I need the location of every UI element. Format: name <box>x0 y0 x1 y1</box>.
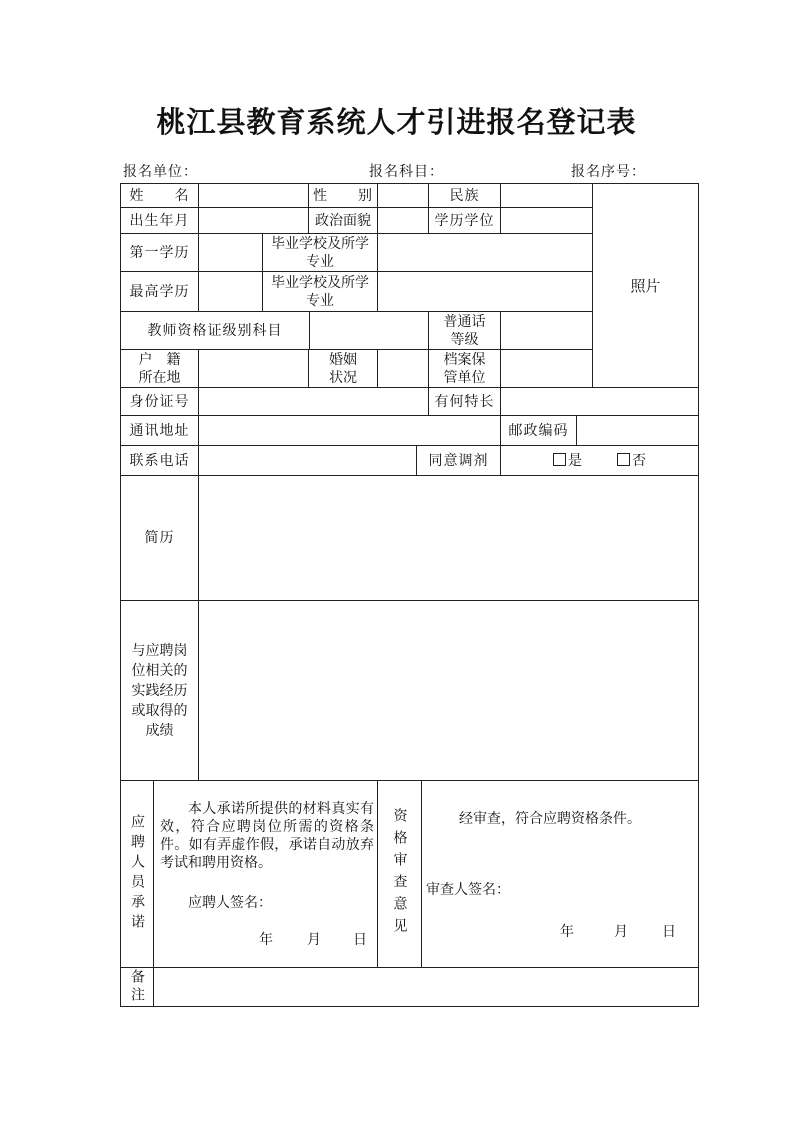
pledge-year: 年 <box>259 932 273 948</box>
resume-label: 简历 <box>120 475 199 601</box>
adjust-label: 同意调剂 <box>416 445 501 476</box>
photo-box[interactable]: 照片 <box>592 183 699 388</box>
pledge-side-text: 应聘人员承诺 <box>129 814 145 934</box>
address-field[interactable] <box>198 415 501 446</box>
grad-school-1-label: 毕业学校及所学专业 <box>262 233 378 272</box>
review-side-label <box>377 780 422 968</box>
archive-field[interactable] <box>500 349 593 388</box>
postcode-label: 邮政编码 <box>500 415 577 446</box>
pledge-text: 本人承诺所提供的材料真实有效，符合应聘岗位所需的资格条件。如有弄虚作假，承诺自动放弃考试和聘用资格。 <box>160 801 374 871</box>
birth-label: 出生年月 <box>120 207 199 234</box>
specialty-label: 有何特长 <box>428 387 501 416</box>
no-checkbox[interactable] <box>617 453 630 466</box>
hukou-field[interactable] <box>198 349 309 388</box>
political-label: 政治面貌 <box>308 207 378 234</box>
phone-field[interactable] <box>198 445 417 476</box>
pledge-side-label <box>120 780 154 968</box>
highest-edu-field[interactable] <box>198 271 263 312</box>
yes-checkbox[interactable] <box>553 453 566 466</box>
address-label: 通讯地址 <box>120 415 199 446</box>
review-year: 年 <box>560 924 574 940</box>
hukou-label: 户 籍所在地 <box>120 349 199 388</box>
id-number-label: 身份证号 <box>120 387 199 416</box>
experience-field[interactable] <box>198 600 699 781</box>
experience-label: 与应聘岗位相关的实践经历或取得的成绩 <box>120 600 199 781</box>
first-edu-field[interactable] <box>198 233 263 272</box>
yes-label: 是 <box>568 453 582 469</box>
name-label: 姓 名 <box>120 183 199 208</box>
ethnicity-label: 民族 <box>428 183 501 208</box>
degree-field[interactable] <box>500 207 593 234</box>
review-day: 日 <box>662 924 676 940</box>
specialty-field[interactable] <box>500 387 699 416</box>
no-label: 否 <box>632 453 646 469</box>
adjust-options <box>500 445 699 476</box>
political-field[interactable] <box>377 207 429 234</box>
resume-field[interactable] <box>198 475 699 601</box>
teacher-cert-label: 教师资格证级别科目 <box>120 311 310 350</box>
birth-field[interactable] <box>198 207 309 234</box>
review-side-text: 资格审查意见 <box>391 808 408 940</box>
mandarin-field[interactable] <box>500 311 593 350</box>
pledge-day: 日 <box>353 932 367 948</box>
pledge-month: 月 <box>307 932 321 948</box>
page-title: 桃江县教育系统人才引进报名登记表 <box>156 105 637 139</box>
remarks-field[interactable] <box>153 967 699 1007</box>
marriage-field[interactable] <box>377 349 429 388</box>
review-text: 经审查，符合应聘资格条件。 <box>459 811 641 827</box>
phone-label: 联系电话 <box>120 445 199 476</box>
gender-field[interactable] <box>377 183 429 208</box>
review-sign-label: 审查人签名： <box>426 882 510 898</box>
gender-label: 性 别 <box>308 183 378 208</box>
id-number-field[interactable] <box>198 387 429 416</box>
marriage-label: 婚姻状况 <box>308 349 378 388</box>
ethnicity-field[interactable] <box>500 183 593 208</box>
grad-school-1-field[interactable] <box>377 233 593 272</box>
grad-school-2-field[interactable] <box>377 271 593 312</box>
seq-label: 报名序号： <box>571 164 646 180</box>
remarks-text: 备注 <box>129 969 145 1005</box>
degree-label: 学历学位 <box>428 207 501 234</box>
adjust-yes-option[interactable] <box>553 452 582 470</box>
grad-school-2-label: 毕业学校及所学专业 <box>262 271 378 312</box>
review-month: 月 <box>614 924 628 940</box>
adjust-no-option[interactable] <box>617 452 646 470</box>
archive-label: 档案保管单位 <box>428 349 501 388</box>
remarks-label <box>120 967 154 1007</box>
first-edu-label: 第一学历 <box>120 233 199 272</box>
teacher-cert-field[interactable] <box>309 311 429 350</box>
unit-label: 报名单位： <box>123 164 198 180</box>
subject-label: 报名科目： <box>369 164 444 180</box>
pledge-sign-label: 应聘人签名： <box>188 895 272 911</box>
highest-edu-label: 最高学历 <box>120 271 199 312</box>
mandarin-label: 普通话等级 <box>428 311 501 350</box>
postcode-field[interactable] <box>576 415 699 446</box>
name-field[interactable] <box>198 183 309 208</box>
